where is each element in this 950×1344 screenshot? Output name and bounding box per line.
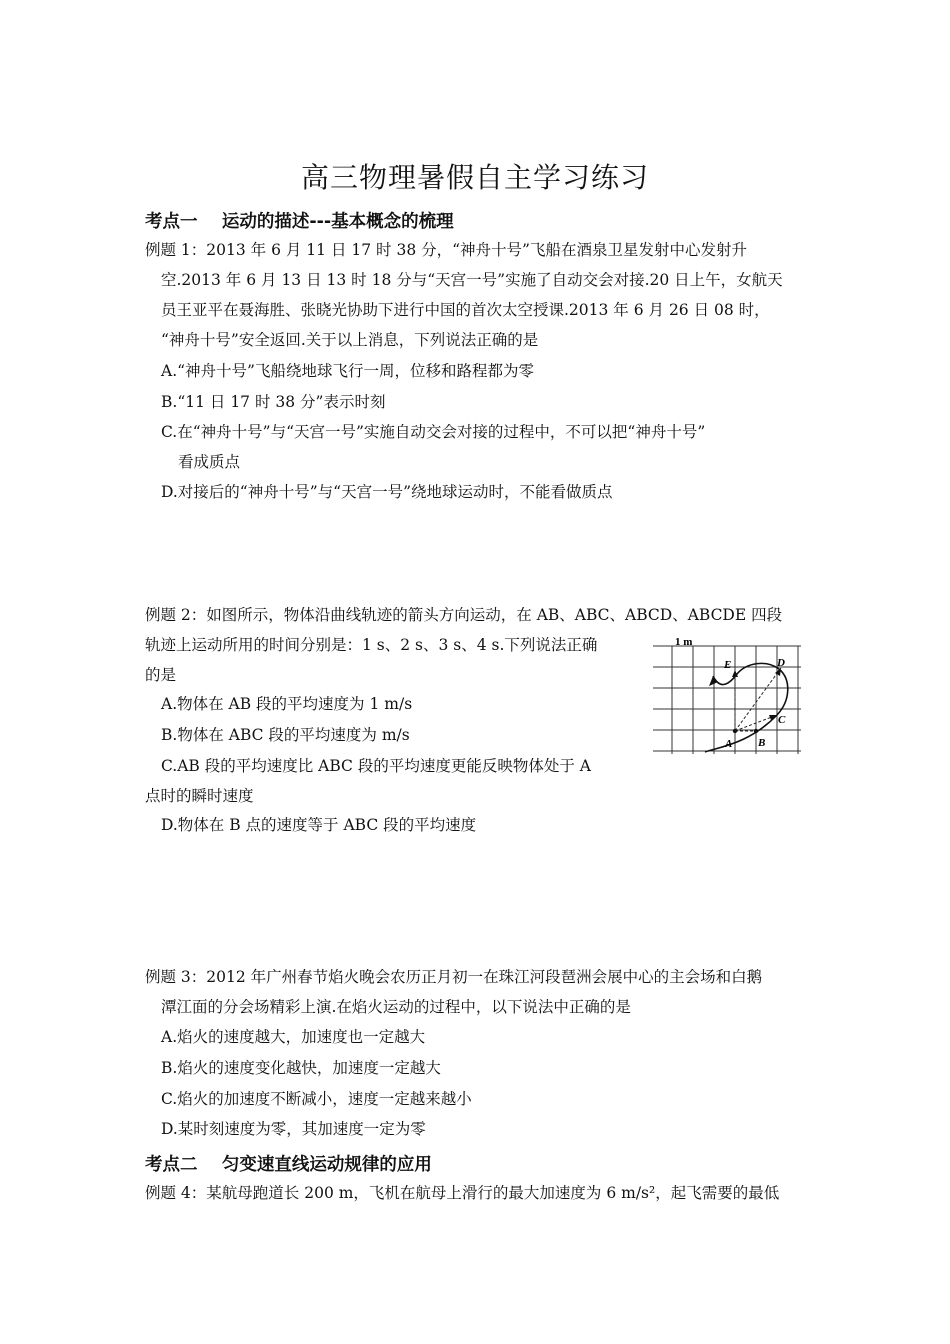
q2-option-c-continued: 点时的瞬时速度 (145, 787, 254, 805)
scale-label: 1 m (675, 636, 693, 648)
section-heading-1: 考点一 运动的描述---基本概念的梳理 (145, 212, 454, 232)
q1-stem-line-1: 例题 1：2013 年 6 月 11 日 17 时 38 分，“神舟十号”飞船在酒泉卫星发射中心发射升 (145, 241, 747, 259)
displacement-lines (735, 668, 781, 731)
q2-stem-line-2: 轨迹上运动所用的时间分别是：1 s、2 s、3 s、4 s.下列说法正确 (145, 636, 598, 654)
section-heading-2: 考点二 匀变速直线运动规律的应用 (145, 1155, 432, 1175)
q1-stem-line-3: 员王亚平在聂海胜、张晓光协助下进行中国的首次太空授课.2013 年 6 月 26 日 08 时， (161, 301, 770, 319)
q3-stem-line-1: 例题 3：2012 年广州春节焰火晚会农历正月初一在珠江河段琶洲会展中心的主会场和白鹅 (145, 968, 763, 986)
point-b-marker (754, 729, 758, 733)
q1-option-a: A.“神舟十号”飞船绕地球飞行一周，位移和路程都为零 (161, 362, 534, 380)
q1-option-d: D.对接后的“神舟十号”与“天宫一号”绕地球运动时，不能看做质点 (161, 483, 613, 501)
q2-option-d: D.物体在 B 点的速度等于 ABC 段的平均速度 (161, 816, 477, 834)
q3-option-b: B.焰火的速度变化越快，加速度一定越大 (161, 1059, 441, 1077)
point-a-marker (733, 729, 737, 733)
page-title: 高三物理暑假自主学习练习 (300, 161, 649, 194)
q3-option-c: C.焰火的加速度不断减小，速度一定越来越小 (161, 1090, 472, 1108)
trajectory-grid-figure (649, 634, 805, 758)
q1-option-c-continued: 看成质点 (178, 453, 241, 471)
q2-stem-line-3: 的是 (145, 666, 177, 684)
q3-option-d: D.某时刻速度为零，其加速度一定为零 (161, 1120, 426, 1138)
label-b: B (758, 737, 766, 749)
label-c: C (778, 714, 786, 726)
label-e: E (724, 659, 732, 671)
label-a: A (725, 738, 733, 750)
q1-stem-line-4: “神舟十号”安全返回.关于以上消息，下列说法正确的是 (161, 331, 539, 349)
q3-option-a: A.焰火的速度越大，加速度也一定越大 (161, 1028, 426, 1046)
q1-option-b: B.“11 日 17 时 38 分”表示时刻 (161, 393, 386, 411)
q2-option-a: A.物体在 AB 段的平均速度为 1 m/s (161, 695, 413, 713)
label-d: D (777, 657, 785, 669)
q4-stem-line-1: 例题 4：某航母跑道长 200 m，飞机在航母上滑行的最大加速度为 6 m/s²，起飞需要的最低 (145, 1184, 780, 1202)
q2-stem-line-1: 例题 2：如图所示，物体沿曲线轨迹的箭头方向运动，在 AB、ABC、ABCD、ABCDE 四段 (145, 606, 783, 624)
q1-option-c: C.在“神舟十号”与“天宫一号”实施自动交会对接的过程中，不可以把“神舟十号” (161, 423, 706, 441)
trajectory-curve (705, 663, 788, 752)
q2-option-b: B.物体在 ABC 段的平均速度为 m/s (161, 726, 410, 744)
q1-stem-line-2: 空.2013 年 6 月 13 日 13 时 18 分与“天宫一号”实施了自动交会对接.20 日上午，女航天 (161, 271, 783, 289)
q3-stem-line-2: 潭江面的分会场精彩上演.在焰火运动的过程中，以下说法中正确的是 (161, 998, 631, 1016)
q2-option-c: C.AB 段的平均速度比 ABC 段的平均速度更能反映物体处于 A (161, 757, 591, 775)
